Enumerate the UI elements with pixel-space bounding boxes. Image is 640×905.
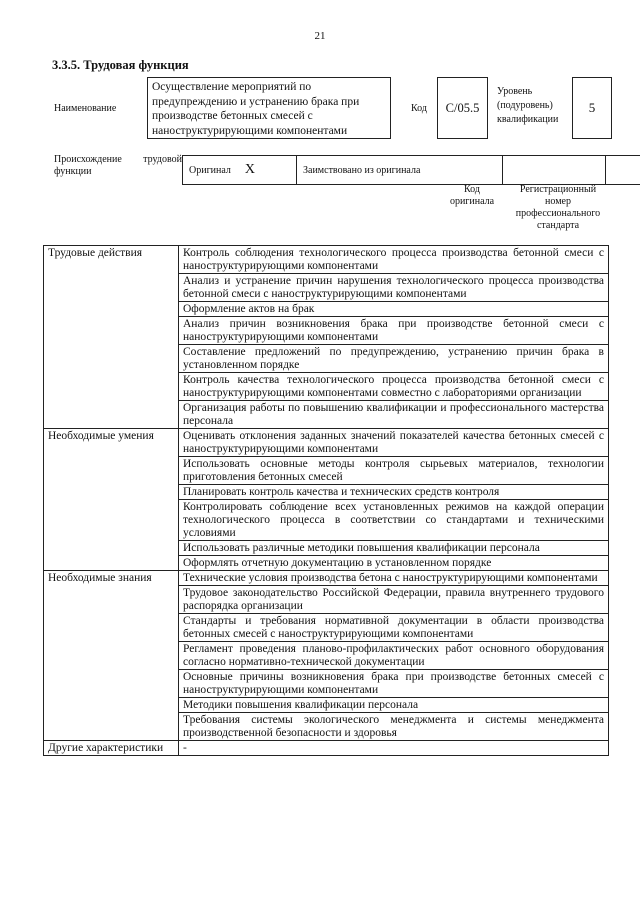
origin-original-cell [182,155,297,185]
code-label: Код [411,103,427,114]
table-cell: Методики повышения квалификации персонала [179,698,609,713]
table-row [44,246,609,274]
original-label: Оригинал [189,164,231,176]
table-cell: Оценивать отклонения заданных значений показателей качества бетонных смесей с наноструктурирующими компонентами [179,429,609,457]
borrowed-label: Заимствовано из оригинала [303,164,421,176]
page-number: 21 [314,30,326,42]
origin-reg-number-cell [606,155,640,185]
table-cell: - [179,741,609,756]
table-cell: Трудовое законодательство Российской Федерации, правила внутреннего трудового распорядка организации [179,586,609,614]
table-cell: Контролировать соблюдение всех установленных режимов на каждой операции технологического процесса в соответствии со стандартами и техническими условиями [179,500,609,541]
original-mark: X [244,162,256,177]
name-label: Наименование [54,103,117,114]
table-cell: Использовать основные методы контроля сырьевых материалов, технологии приготовления бетонных смесей [179,457,609,485]
origin-borrowed-cell [297,155,503,185]
qualification-level-value: 5 [572,77,612,139]
table-cell: Организация работы по повышению квалификации и профессионального мастерства персонала [179,401,609,429]
table-cell: Контроль качества технологического процесса производства бетонной смеси с наноструктурирующими компонентами совместно с лабораториями организации [179,373,609,401]
category-required-knowledge: Необходимые знания [44,571,179,741]
function-details-table [43,245,609,756]
table-cell: Составление предложений по предупреждению, устранению причин брака в установленном порядке [179,345,609,373]
caption-registration-number: Регистрационный номер профессионального стандарта [515,184,601,231]
origin-label: Происхождение трудовой функции [54,154,182,177]
table-cell: Требования системы экологического менеджмента и системы менеджмента производственной безопасности и здоровья [179,713,609,741]
qualification-level-label: Уровень (подуровень) квалификации [497,86,559,125]
table-cell: Регламент проведения планово-профилактических работ основного оборудования согласно нормативно-технической документации [179,642,609,670]
table-cell: Анализ и устранение причин нарушения технологического процесса производства бетонной смеси с наноструктурирующими компонентами [179,274,609,302]
table-cell: Оформление актов на брак [179,302,609,317]
table-row [44,571,609,586]
table-cell: Планировать контроль качества и технических средств контроля [179,485,609,500]
origin-code-cell [503,155,606,185]
section-title: 3.3.5. Трудовая функция [52,58,189,72]
function-name-value: Осуществление мероприятий по предупреждению и устранению брака при производстве бетонных смесей с наноструктурирующими компонентами [147,77,391,139]
caption-original-code: Код оригинала [449,184,495,207]
origin-row [182,155,640,185]
table-cell: Использовать различные методики повышения квалификации персонала [179,541,609,556]
table-cell: Оформлять отчетную документацию в установленном порядке [179,556,609,571]
category-required-skills: Необходимые умения [44,429,179,571]
code-value: C/05.5 [437,77,488,139]
table-cell: Стандарты и требования нормативной документации в области производства бетонных смесей с наноструктурирующими компонентами [179,614,609,642]
table-cell: Контроль соблюдения технологического процесса производства бетонной смеси с наноструктурирующими компонентами [179,246,609,274]
table-row [44,741,609,756]
category-labor-actions: Трудовые действия [44,246,179,429]
table-cell: Технические условия производства бетона с наноструктурирующими компонентами [179,571,609,586]
table-cell: Анализ причин возникновения брака при производстве бетонной смеси с наноструктурирующими компонентами [179,317,609,345]
category-other-characteristics: Другие характеристики [44,741,179,756]
table-row [44,429,609,457]
table-cell: Основные причины возникновения брака при производстве бетонных смесей с наноструктурирующими компонентами [179,670,609,698]
